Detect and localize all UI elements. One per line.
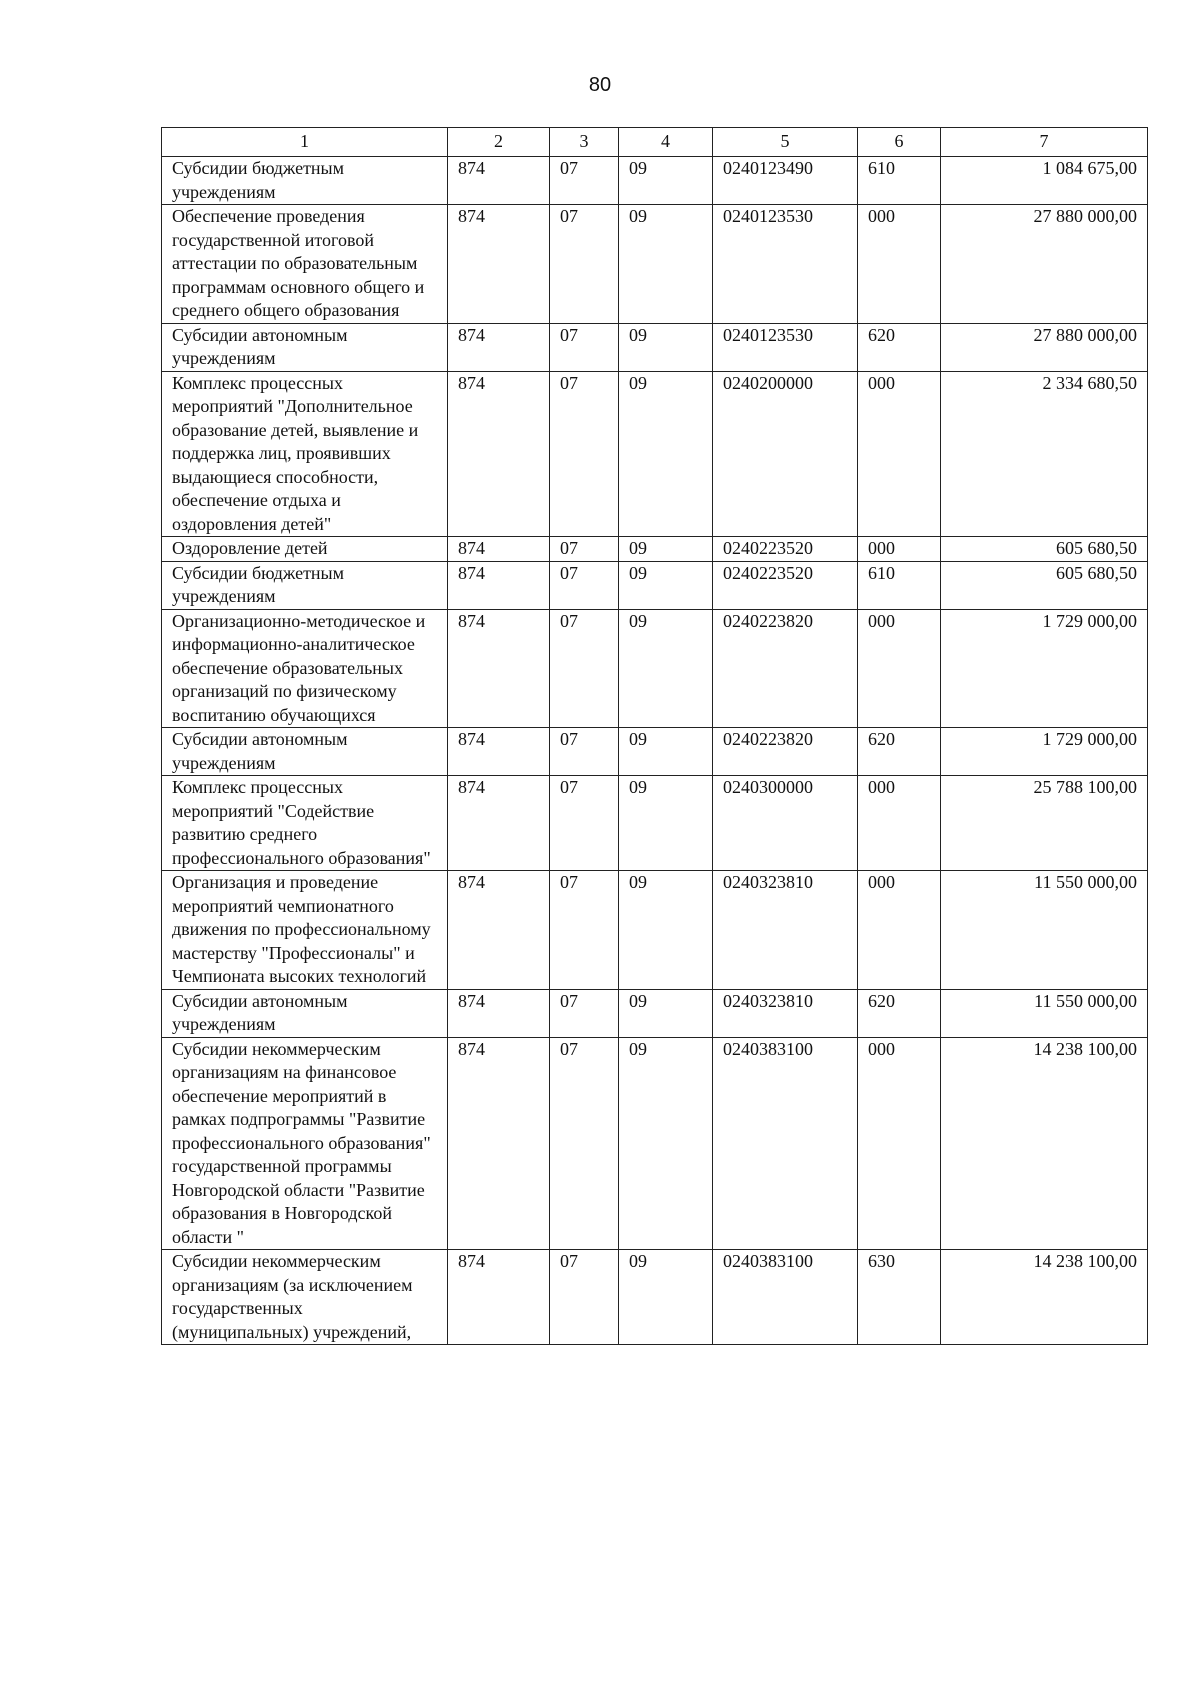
page-number: 80 [588,74,612,96]
subsection-code: 09 [619,537,713,562]
column-header-1: 1 [162,128,448,157]
target-article-code: 0240123530 [713,205,858,324]
table-row [162,776,1148,871]
subsection-code: 09 [619,561,713,609]
item-name: Субсидии бюджетным учреждениям [162,157,448,205]
expense-type-code: 000 [858,371,941,537]
column-header-3: 3 [550,128,619,157]
amount: 25 788 100,00 [941,776,1148,871]
item-name: Комплекс процессных мероприятий "Содействие развитию среднего профессионального образования" [162,776,448,871]
amount: 14 238 100,00 [941,1037,1148,1250]
expense-type-code: 630 [858,1250,941,1345]
item-name: Субсидии автономным учреждениям [162,989,448,1037]
amount: 11 550 000,00 [941,989,1148,1037]
section-code: 07 [550,989,619,1037]
expense-type-code: 620 [858,728,941,776]
section-code: 07 [550,776,619,871]
expense-type-code: 610 [858,157,941,205]
header-row [162,128,1148,157]
target-article-code: 0240123490 [713,157,858,205]
table-header [162,128,1148,157]
amount: 605 680,50 [941,537,1148,562]
item-name: Оздоровление детей [162,537,448,562]
item-name: Субсидии автономным учреждениям [162,728,448,776]
ministry-code: 874 [448,776,550,871]
column-header-5: 5 [713,128,858,157]
ministry-code: 874 [448,323,550,371]
amount: 2 334 680,50 [941,371,1148,537]
item-name: Организация и проведение мероприятий чемпионатного движения по профессиональному мастерству "Профессионалы" и Чемпионата высоких технологий [162,871,448,990]
table-row [162,205,1148,324]
section-code: 07 [550,205,619,324]
table-row [162,323,1148,371]
amount: 27 880 000,00 [941,205,1148,324]
expense-type-code: 610 [858,561,941,609]
ministry-code: 874 [448,157,550,205]
ministry-code: 874 [448,1037,550,1250]
expense-type-code: 000 [858,1037,941,1250]
expense-type-code: 000 [858,776,941,871]
ministry-code: 874 [448,871,550,990]
section-code: 07 [550,561,619,609]
subsection-code: 09 [619,371,713,537]
item-name: Субсидии некоммерческим организациям на финансовое обеспечение мероприятий в рамках подпрограммы "Развитие профессионального образования" государственной программы Новгородской области "Развитие образования в Новгородской области " [162,1037,448,1250]
amount: 27 880 000,00 [941,323,1148,371]
item-name: Субсидии бюджетным учреждениям [162,561,448,609]
item-name: Комплекс процессных мероприятий "Дополнительное образование детей, выявление и поддержка лиц, проявивших выдающиеся способности, обеспечение отдыха и оздоровления детей" [162,371,448,537]
item-name: Обеспечение проведения государственной итоговой аттестации по образовательным программам основного общего и среднего общего образования [162,205,448,324]
ministry-code: 874 [448,1250,550,1345]
subsection-code: 09 [619,609,713,728]
table-row [162,1037,1148,1250]
budget-table [161,127,1148,1345]
expense-type-code: 620 [858,989,941,1037]
target-article-code: 0240223520 [713,537,858,562]
ministry-code: 874 [448,371,550,537]
target-article-code: 0240323810 [713,989,858,1037]
item-name: Организационно-методическое и информационно-аналитическое обеспечение образовательных организаций по физическому воспитанию обучающихся [162,609,448,728]
table-row [162,561,1148,609]
subsection-code: 09 [619,205,713,324]
table-body [162,157,1148,1345]
table-row [162,157,1148,205]
ministry-code: 874 [448,561,550,609]
amount: 11 550 000,00 [941,871,1148,990]
column-header-6: 6 [858,128,941,157]
table-row [162,537,1148,562]
subsection-code: 09 [619,728,713,776]
ministry-code: 874 [448,989,550,1037]
expense-type-code: 000 [858,205,941,324]
amount: 1 729 000,00 [941,609,1148,728]
column-header-2: 2 [448,128,550,157]
ministry-code: 874 [448,609,550,728]
section-code: 07 [550,157,619,205]
column-header-4: 4 [619,128,713,157]
section-code: 07 [550,1037,619,1250]
table-row [162,371,1148,537]
table-row [162,609,1148,728]
expense-type-code: 000 [858,609,941,728]
table-row [162,728,1148,776]
expense-type-code: 000 [858,537,941,562]
ministry-code: 874 [448,205,550,324]
target-article-code: 0240200000 [713,371,858,537]
section-code: 07 [550,609,619,728]
subsection-code: 09 [619,1037,713,1250]
subsection-code: 09 [619,157,713,205]
table-row [162,989,1148,1037]
table-row [162,1250,1148,1345]
subsection-code: 09 [619,1250,713,1345]
ministry-code: 874 [448,537,550,562]
target-article-code: 0240300000 [713,776,858,871]
ministry-code: 874 [448,728,550,776]
table-row [162,871,1148,990]
amount: 14 238 100,00 [941,1250,1148,1345]
target-article-code: 0240223520 [713,561,858,609]
item-name: Субсидии некоммерческим организациям (за исключением государственных (муниципальных) учреждений, [162,1250,448,1345]
section-code: 07 [550,1250,619,1345]
item-name: Субсидии автономным учреждениям [162,323,448,371]
target-article-code: 0240383100 [713,1250,858,1345]
subsection-code: 09 [619,776,713,871]
amount: 605 680,50 [941,561,1148,609]
target-article-code: 0240323810 [713,871,858,990]
section-code: 07 [550,537,619,562]
subsection-code: 09 [619,323,713,371]
section-code: 07 [550,871,619,990]
amount: 1 084 675,00 [941,157,1148,205]
target-article-code: 0240223820 [713,728,858,776]
section-code: 07 [550,371,619,537]
section-code: 07 [550,323,619,371]
expense-type-code: 620 [858,323,941,371]
target-article-code: 0240123530 [713,323,858,371]
section-code: 07 [550,728,619,776]
target-article-code: 0240383100 [713,1037,858,1250]
column-header-7: 7 [941,128,1148,157]
expense-type-code: 000 [858,871,941,990]
amount: 1 729 000,00 [941,728,1148,776]
subsection-code: 09 [619,989,713,1037]
subsection-code: 09 [619,871,713,990]
target-article-code: 0240223820 [713,609,858,728]
